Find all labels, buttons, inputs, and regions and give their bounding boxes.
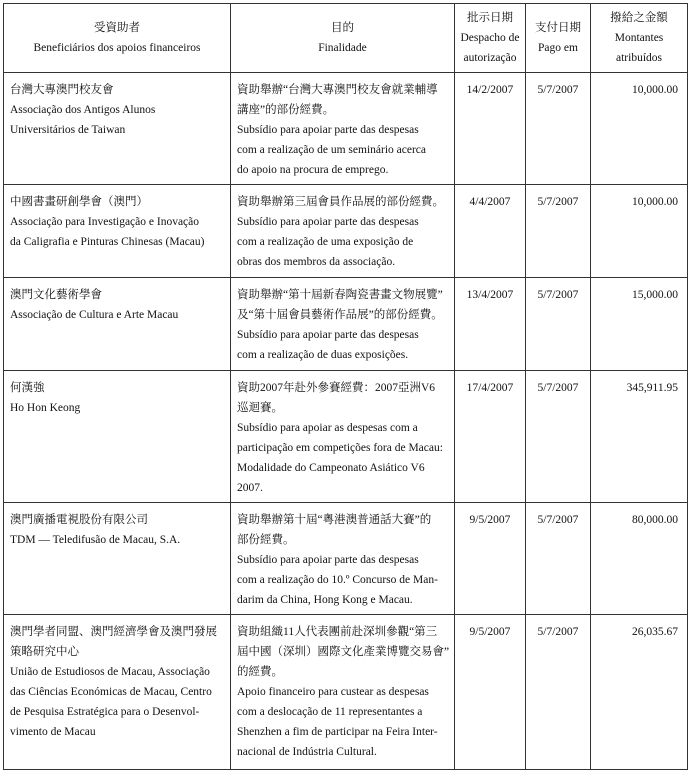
beneficiary-cell-line: vimento de Macau: [10, 726, 96, 738]
purpose-cell-line: Subsídio para apoiar as despesas com a: [237, 422, 418, 434]
beneficiary-cell: [4, 503, 231, 615]
purpose-cell-line: 資助組織11人代表團前赴深圳參觀“第三: [237, 626, 438, 638]
approval-date-cell-value: 9/5/2007: [469, 514, 511, 526]
purpose-cell-line: 資助舉辦“第十屆新春陶瓷書畫文物展覽”: [237, 289, 443, 301]
header-beneficiary-pt: Beneficiários dos apoios financeiros: [33, 42, 201, 54]
approval-date-cell-value: 13/4/2007: [466, 289, 514, 301]
purpose-cell-line: Shenzhen a fim de participar na Feira Inter-: [237, 726, 438, 738]
header-amount-zh: 撥給之金額: [610, 12, 668, 24]
purpose-cell-line: participação em competições fora de Macau:: [237, 442, 443, 454]
purpose-cell: [231, 278, 455, 371]
header-purpose-zh: 目的: [331, 22, 354, 34]
header-beneficiary-zh: 受資助者: [94, 22, 140, 34]
purpose-cell-line: obras dos membros da associação.: [237, 256, 396, 268]
purpose-cell: [231, 503, 455, 615]
purpose-cell-line: Subsídio para apoiar parte das despesas: [237, 554, 419, 566]
purpose-cell-line: 及“第十屆會員藝術作品展”的部份經費。: [237, 309, 443, 321]
approval-date-cell-value: 4/4/2007: [469, 196, 511, 208]
header-paid-pt: Pago em: [538, 42, 578, 54]
beneficiary-cell: [4, 278, 231, 371]
amount-cell: [591, 185, 688, 278]
purpose-cell-line: Apoio financeiro para custear as despesas: [237, 686, 429, 698]
paid-date-cell: [526, 371, 591, 503]
paid-date-cell-value: 5/7/2007: [537, 514, 579, 526]
table-row: [4, 371, 688, 503]
paid-date-cell: [526, 185, 591, 278]
amount-cell: [591, 371, 688, 503]
header-purpose-pt: Finalidade: [318, 42, 367, 54]
table-row: [4, 615, 688, 770]
approval-date-cell: [455, 73, 526, 185]
purpose-cell-line: 資助舉辦“台灣大專澳門校友會就業輔導: [237, 84, 438, 96]
beneficiary-cell-line: 何漢強: [10, 382, 45, 394]
header-paid-date: [526, 4, 591, 73]
approval-date-cell: [455, 371, 526, 503]
beneficiary-cell-line: União de Estudiosos de Macau, Associação: [10, 666, 210, 678]
table-body: [4, 73, 688, 770]
purpose-cell-line: Subsídio para apoiar parte das despesas: [237, 329, 419, 341]
purpose-cell: [231, 185, 455, 278]
beneficiary-cell: [4, 615, 231, 770]
purpose-cell-line: com a realização do 10.º Concurso de Man-: [237, 574, 438, 586]
amount-cell: [591, 73, 688, 185]
paid-date-cell: [526, 503, 591, 615]
purpose-cell-line: Modalidade do Campeonato Asiático V6 2007.: [237, 462, 425, 494]
beneficiary-cell-line: 台灣大專澳門校友會: [10, 84, 114, 96]
purpose-cell: [231, 615, 455, 770]
header-paid-zh: 支付日期: [535, 22, 581, 34]
purpose-cell-line: Subsídio para apoiar parte das despesas: [237, 216, 419, 228]
beneficiary-cell-line: TDM — Teledifusão de Macau, S.A.: [10, 534, 181, 546]
purpose-cell-line: darim da China, Hong Kong e Macau.: [237, 594, 413, 606]
paid-date-cell-value: 5/7/2007: [537, 382, 579, 394]
beneficiary-cell-line: Ho Hon Keong: [10, 402, 81, 414]
paid-date-cell: [526, 73, 591, 185]
paid-date-cell-value: 5/7/2007: [537, 84, 579, 96]
beneficiary-cell: [4, 185, 231, 278]
approval-date-cell-value: 17/4/2007: [466, 382, 514, 394]
purpose-cell-line: do apoio na procura de emprego.: [237, 164, 389, 176]
header-approval-pt-1: Despacho de: [460, 32, 520, 44]
header-amount-pt-1: Montantes: [614, 32, 664, 44]
table-row: [4, 185, 688, 278]
purpose-cell-line: nacional de Indústria Cultural.: [237, 746, 377, 758]
purpose-cell-line: Subsídio para apoiar parte das despesas: [237, 124, 419, 136]
header-amount-pt-2: atribuídos: [616, 52, 662, 64]
approval-date-cell: [455, 503, 526, 615]
approval-date-cell: [455, 278, 526, 371]
purpose-cell-line: com a deslocação de 11 representantes a: [237, 706, 423, 718]
header-beneficiary: [4, 4, 231, 73]
table-row: [4, 278, 688, 371]
paid-date-cell: [526, 615, 591, 770]
purpose-cell-line: 的經費。: [237, 666, 283, 678]
table-row: [4, 73, 688, 185]
purpose-cell-line: 部份經費。: [237, 534, 295, 546]
beneficiary-cell-line: 澳門文化藝術學會: [10, 289, 102, 301]
paid-date-cell-value: 5/7/2007: [537, 289, 579, 301]
grants-table: [3, 3, 688, 770]
beneficiary-cell-line: Associação de Cultura e Arte Macau: [10, 309, 179, 321]
approval-date-cell-value: 14/2/2007: [466, 84, 514, 96]
paid-date-cell-value: 5/7/2007: [537, 626, 579, 638]
header-approval-zh: 批示日期: [467, 12, 513, 24]
amount-cell: [591, 278, 688, 371]
purpose-cell-line: 資助舉辦第十屆“粵港澳普通話大賽”的: [237, 514, 432, 526]
approval-date-cell-value: 9/5/2007: [469, 626, 511, 638]
table-header: [4, 4, 688, 73]
header-approval-pt-2: autorização: [463, 52, 517, 64]
beneficiary-cell: [4, 73, 231, 185]
amount-cell: [591, 503, 688, 615]
amount-cell-value: 15,000.00: [632, 289, 678, 301]
purpose-cell-line: 資助舉辦第三屆會員作品展的部份經費。: [237, 196, 444, 208]
amount-cell-value: 26,035.67: [632, 626, 678, 638]
beneficiary-cell-line: 澳門學者同盟、澳門經濟學會及澳門發展: [10, 626, 217, 638]
approval-date-cell: [455, 615, 526, 770]
beneficiary-cell-line: 中國書畫研創學會（澳門）: [10, 196, 148, 208]
beneficiary-cell: [4, 371, 231, 503]
header-approval-date: [455, 4, 526, 73]
table-row: [4, 503, 688, 615]
purpose-cell-line: com a realização de um seminário acerca: [237, 144, 426, 156]
beneficiary-cell-line: Associação para Investigação e Inovação: [10, 216, 200, 228]
purpose-cell: [231, 371, 455, 503]
approval-date-cell: [455, 185, 526, 278]
purpose-cell-line: com a realização de uma exposição de: [237, 236, 414, 248]
amount-cell-value: 10,000.00: [632, 196, 678, 208]
purpose-cell: [231, 73, 455, 185]
purpose-cell-line: 巡迴賽。: [237, 402, 283, 414]
beneficiary-cell-line: de Pesquisa Estratégica para o Desenvol-: [10, 706, 200, 718]
purpose-cell-line: 資助2007年赴外參賽經費：2007亞洲V6: [237, 382, 436, 394]
header-purpose: [231, 4, 455, 73]
beneficiary-cell-line: Universitários de Taiwan: [10, 124, 126, 136]
purpose-cell-line: 屆中國（深圳）國際文化產業博覽交易會”: [237, 646, 450, 658]
purpose-cell-line: com a realização de duas exposições.: [237, 349, 409, 361]
amount-cell-value: 345,911.95: [626, 382, 678, 394]
paid-date-cell: [526, 278, 591, 371]
beneficiary-cell-line: da Caligrafia e Pinturas Chinesas (Macau): [10, 236, 205, 248]
header-amount: [591, 4, 688, 73]
beneficiary-cell-line: 策略研究中心: [10, 646, 79, 658]
purpose-cell-line: 講座”的部份經費。: [237, 104, 335, 116]
beneficiary-cell-line: das Ciências Económicas de Macau, Centro: [10, 686, 212, 698]
beneficiary-cell-line: 澳門廣播電視股份有限公司: [10, 514, 148, 526]
amount-cell-value: 10,000.00: [632, 84, 678, 96]
amount-cell: [591, 615, 688, 770]
amount-cell-value: 80,000.00: [632, 514, 678, 526]
paid-date-cell-value: 5/7/2007: [537, 196, 579, 208]
beneficiary-cell-line: Associação dos Antigos Alunos: [10, 104, 156, 116]
